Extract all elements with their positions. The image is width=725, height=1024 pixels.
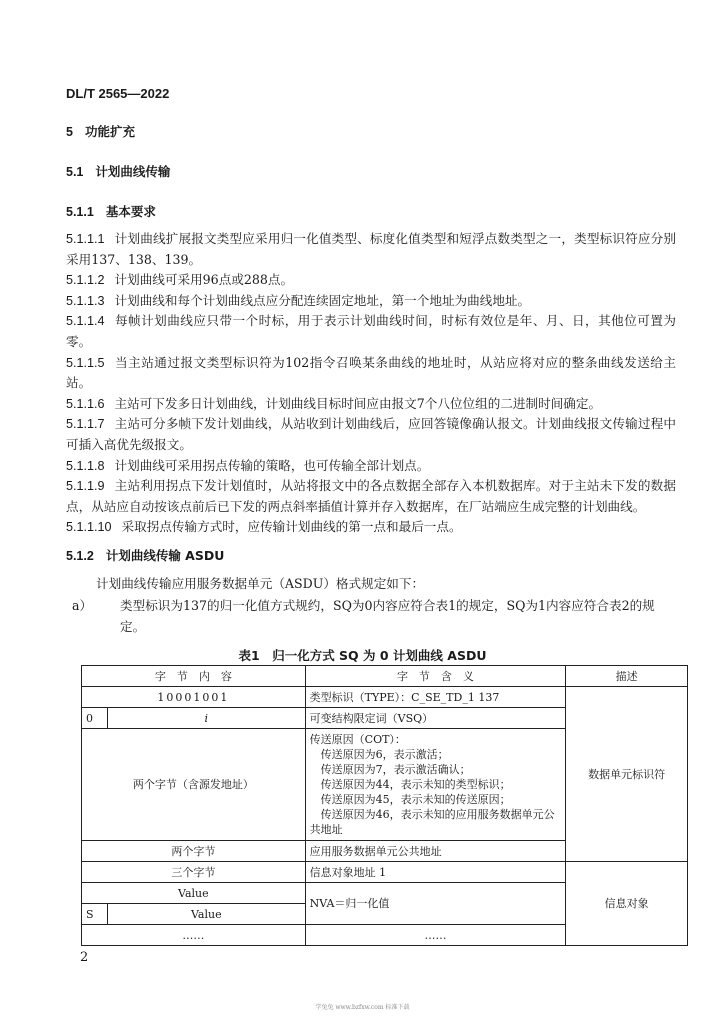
cell-content: 10001001 bbox=[82, 687, 306, 708]
cell-content: Value bbox=[82, 883, 306, 904]
clause-text: 采取拐点传输方式时，应传输计划曲线的第一点和最后一点。 bbox=[121, 519, 462, 535]
clause bbox=[66, 311, 676, 352]
cell-desc: 数据单元标识符 bbox=[566, 687, 688, 862]
clause-text: 当主站通过报文类型标识符为102指令召唤某条曲线的地址时，从站应将对应的整条曲线发送给主站。 bbox=[66, 354, 676, 391]
clause-text: 计划曲线扩展报文类型应采用归一化值类型、标度化值类型和短浮点数类型之一，类型标识符应分别采用137、138、139。 bbox=[66, 231, 676, 267]
asdu-table bbox=[81, 665, 688, 946]
cot-line: 传送原因为46，表示未知的应用服务数据单元公共地址 bbox=[309, 808, 555, 836]
clause bbox=[66, 394, 676, 415]
section-5-1-2-heading: 5.1.2 计划曲线传输 ASDU bbox=[66, 548, 225, 563]
document-header: DL/T 2565—2022 bbox=[66, 86, 170, 101]
clause-text: 主站可下发多日计划曲线，计划曲线目标时间应由报文7个八位位组的二进制时间确定。 bbox=[114, 395, 602, 411]
clause bbox=[66, 229, 676, 270]
cot-line: 传送原因为6，表示激活； bbox=[320, 748, 449, 761]
clause-text: 计划曲线和每个计划曲线点应分配连续固定地址，第一个地址为曲线地址。 bbox=[114, 292, 531, 308]
section-5-1-heading: 5.1 计划曲线传输 bbox=[66, 164, 171, 179]
clause-text: 每帧计划曲线应只带一个时标，用于表示计划曲线时间，时标有效位是年、月、日，其他位可置为零。 bbox=[66, 313, 676, 349]
section-5-1-1-heading: 5.1.1 基本要求 bbox=[66, 204, 156, 219]
clause-text: 计划曲线可采用96点或288点。 bbox=[114, 272, 294, 288]
clause-list bbox=[66, 229, 676, 538]
cell-meaning: 类型标识（TYPE）：C_SE_TD_1 137 bbox=[305, 687, 566, 708]
clause-number: 5.1.1.8 bbox=[66, 458, 105, 473]
clause bbox=[66, 456, 676, 477]
cell-meaning: 可变结构限定词（VSQ） bbox=[305, 708, 566, 729]
cell-meaning: 信息对象地址 1 bbox=[305, 862, 566, 883]
cell-meaning: NVA＝归一化值 bbox=[305, 883, 566, 925]
header-desc: 描述 bbox=[566, 666, 688, 687]
table-row bbox=[82, 862, 688, 883]
clause-number: 5.1.1.1 bbox=[66, 232, 105, 246]
page-number: 2 bbox=[80, 950, 89, 965]
clause-number: 5.1.1.7 bbox=[66, 417, 105, 432]
clause-number: 5.1.1.3 bbox=[66, 293, 105, 308]
clause bbox=[66, 270, 676, 291]
cell-bit: S bbox=[82, 904, 108, 925]
cot-line: 传送原因为45，表示未知的传送原因； bbox=[320, 793, 511, 806]
cell-content: 两个字节（含源发地址） bbox=[82, 729, 306, 841]
cot-line: 传送原因为7，表示激活确认； bbox=[320, 763, 471, 776]
table-caption: 表1 归一化方式 SQ 为 0 计划曲线 ASDU bbox=[238, 648, 487, 663]
clause bbox=[66, 353, 676, 394]
table-row bbox=[82, 687, 688, 708]
clause bbox=[66, 291, 676, 312]
clause-text: 计划曲线可采用拐点传输的策略，也可传输全部计划点。 bbox=[114, 457, 430, 473]
intro-paragraph: 计划曲线传输应用服务数据单元（ASDU）格式规定如下： bbox=[96, 576, 425, 591]
table-header-row bbox=[82, 666, 688, 687]
clause-number: 5.1.1.6 bbox=[66, 396, 105, 411]
clause-text: 主站可分多帧下发计划曲线，从站收到计划曲线后，应回答镜像确认报文。计划曲线报文传输过程中可插入高优先级报文。 bbox=[66, 416, 676, 452]
clause-number: 5.1.1.2 bbox=[66, 273, 105, 288]
watermark: 学兔兔 www.bzfxw.com 标准下载 bbox=[315, 1004, 410, 1011]
header-content: 字 节 内 容 bbox=[82, 666, 306, 687]
cell-content: 三个字节 bbox=[82, 862, 306, 883]
cell-bit: 0 bbox=[82, 708, 108, 729]
clause-number: 5.1.1.5 bbox=[66, 355, 105, 370]
cell-desc: 信息对象 bbox=[566, 862, 688, 946]
cell-content: Value bbox=[107, 904, 305, 925]
clause-text: 主站利用拐点下发计划值时，从站将报文中的各点数据全部存入本机数据库。对于主站未下发的数据点，从站应自动按该点前后已下发的两点斜率插值计算并存入数据库，在厂站端应生成完整的计划曲线。 bbox=[66, 478, 676, 514]
cot-line: 传送原因为44，表示未知的类型标识； bbox=[320, 778, 511, 791]
clause bbox=[66, 476, 676, 517]
header-meaning: 字 节 含 义 bbox=[305, 666, 566, 687]
cell-meaning bbox=[305, 729, 566, 841]
clause-number: 5.1.1.4 bbox=[66, 314, 105, 329]
cell-content: i bbox=[107, 708, 305, 729]
clause-number: 5.1.1.9 bbox=[66, 479, 105, 494]
cell-content: …… bbox=[82, 925, 306, 946]
cell-content: 两个字节 bbox=[82, 841, 306, 862]
cell-meaning: …… bbox=[305, 925, 566, 946]
clause bbox=[66, 517, 676, 538]
list-item-a: a） 类型标识为137的归一化值方式规约，SQ为0内容应符合表1的规定，SQ为1内容应符合表2的规定。 bbox=[72, 598, 655, 634]
cot-line: 传送原因（COT）： bbox=[309, 733, 406, 746]
clause bbox=[66, 414, 676, 455]
section-5-heading: 5 功能扩充 bbox=[66, 124, 135, 139]
cell-meaning: 应用服务数据单元公共地址 bbox=[305, 841, 566, 862]
clause-number: 5.1.1.10 bbox=[66, 520, 112, 535]
